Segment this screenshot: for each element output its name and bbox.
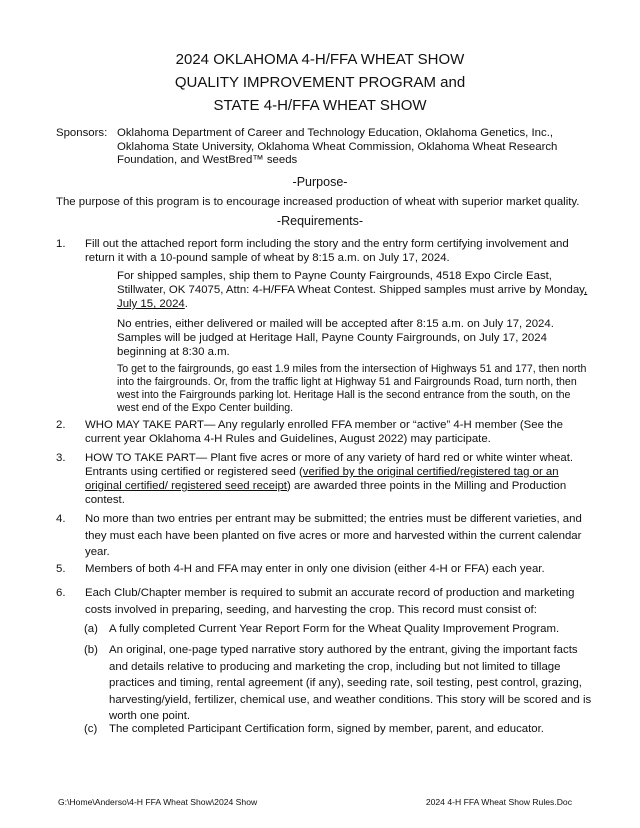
item-text: HOW TO TAKE PART— Plant five acres or more of any variety of hard red or white winter wheat. Entrants using certified or registered seed (verified by the original certified/registered tag or an original certified/ registered seed receipt) are awarded three points in the Milling and Production contest. xyxy=(85,452,574,506)
item-number: 4. xyxy=(56,513,66,525)
seed-verification-note: verified by the original certified/registered tag or an original certified/ registered seed receipt xyxy=(85,466,559,492)
item-number: 3. xyxy=(56,452,66,464)
item-letter: (b) xyxy=(84,644,98,656)
item-letter: (c) xyxy=(84,723,98,735)
item-number: 5. xyxy=(56,563,66,575)
requirement-item-2 xyxy=(56,418,596,446)
record-item-a xyxy=(84,621,594,638)
item-number: 6. xyxy=(56,587,66,599)
item-letter: (a) xyxy=(84,623,98,635)
item-text: Members of both 4-H and FFA may enter in only one division (either 4-H or FFA) each year. xyxy=(85,563,545,575)
title-line-1: 2024 OKLAHOMA 4-H/FFA WHEAT SHOW xyxy=(175,51,465,68)
item-text: A fully completed Current Year Report Form for the Wheat Quality Improvement Program. xyxy=(109,623,560,635)
item-text: No more than two entries per entrant may be submitted; the entries must be different varieties, and they must each have been planted on five acres or more and harvested within the current calendar year. xyxy=(85,513,582,558)
title-line-2: QUALITY IMPROVEMENT PROGRAM and xyxy=(174,74,466,91)
purpose-heading: -Purpose- xyxy=(292,175,348,189)
requirement-item-6 xyxy=(56,585,596,618)
directions-text: To get to the fairgrounds, go east 1.9 miles from the intersection of Highways 51 and 177, then north into the fairgrounds. Or, from the traffic light at Highway 51 and Fairgrounds Road, turn north, then west into the Fairgrounds parking lot. Heritage Hall is the second entrance from the south, on the west end of the Expo Center building. xyxy=(117,363,587,414)
shipped-samples-text: For shipped samples, ship them to Payne County Fairgrounds, 4518 Expo Circle East, Stillwater, OK 74075, Attn: 4-H/FFA Wheat Contest. Shipped samples must arrive by Monday, July 15, 2024. xyxy=(117,270,588,310)
item-number: 2. xyxy=(56,419,66,431)
item-number: 1. xyxy=(56,238,66,250)
requirement-item-5 xyxy=(56,562,596,576)
requirement-item-4 xyxy=(56,511,596,561)
item-text: The completed Participant Certification form, signed by member, parent, and educator. xyxy=(109,723,544,735)
requirements-heading: -Requirements- xyxy=(276,214,364,228)
entries-deadline-text: No entries, either delivered or mailed will be accepted after 8:15 a.m. on July 17, 2024. Samples will be judged at Heritage Hall, Payne County Fairgrounds, on July 17, 2024 beginning at 8:30 a.m. xyxy=(117,318,554,358)
footer-doc-name: 2024 4-H FFA Wheat Show Rules.Doc xyxy=(425,797,572,807)
requirement-item-1 xyxy=(56,237,596,265)
item-text: Each Club/Chapter member is required to submit an accurate record of production and marketing costs involved in preparing, seeding, and harvesting the crop. This record must consist of: xyxy=(85,587,575,616)
record-item-c xyxy=(84,721,594,738)
footer-file-path: G:\Home\Anderso\4-H FFA Wheat Show\2024 Show xyxy=(58,797,258,807)
record-item-b xyxy=(84,642,594,725)
item-text: An original, one-page typed narrative story authored by the entrant, giving the important facts and details relative to producing and marketing the crop, including but not limited to tillage practices and timing, rental agreement (if any), seeding rate, soil testing, pest control, grazing, harvesting/yield, fertilizer, chemical use, and weather conditions. This story will be scored and is worth one point. xyxy=(109,644,592,722)
item-text: Fill out the attached report form including the story and the entry form certifying involvement and return it with a 10-pound sample of wheat by 8:15 a.m. on July 17, 2024. xyxy=(85,238,569,264)
requirement-item-3 xyxy=(56,451,596,507)
shipping-deadline: , July 15, 2024 xyxy=(117,284,588,310)
sponsors-text: Oklahoma Department of Career and Technology Education, Oklahoma Genetics, Inc., Oklahoma State University, Oklahoma Wheat Commission, Oklahoma Wheat Research Foundation, and WestBred™ seeds xyxy=(117,127,558,166)
sponsors-label: Sponsors: xyxy=(56,127,108,139)
purpose-text: The purpose of this program is to encourage increased production of wheat with superior market quality. xyxy=(56,196,580,208)
sponsors-block xyxy=(56,127,596,168)
item-text: WHO MAY TAKE PART— Any regularly enrolled FFA member or “active” 4-H member (See the current year Oklahoma 4-H Rules and Guidelines, August 2022) may participate. xyxy=(85,419,563,445)
title-line-3: STATE 4-H/FFA WHEAT SHOW xyxy=(213,97,427,114)
